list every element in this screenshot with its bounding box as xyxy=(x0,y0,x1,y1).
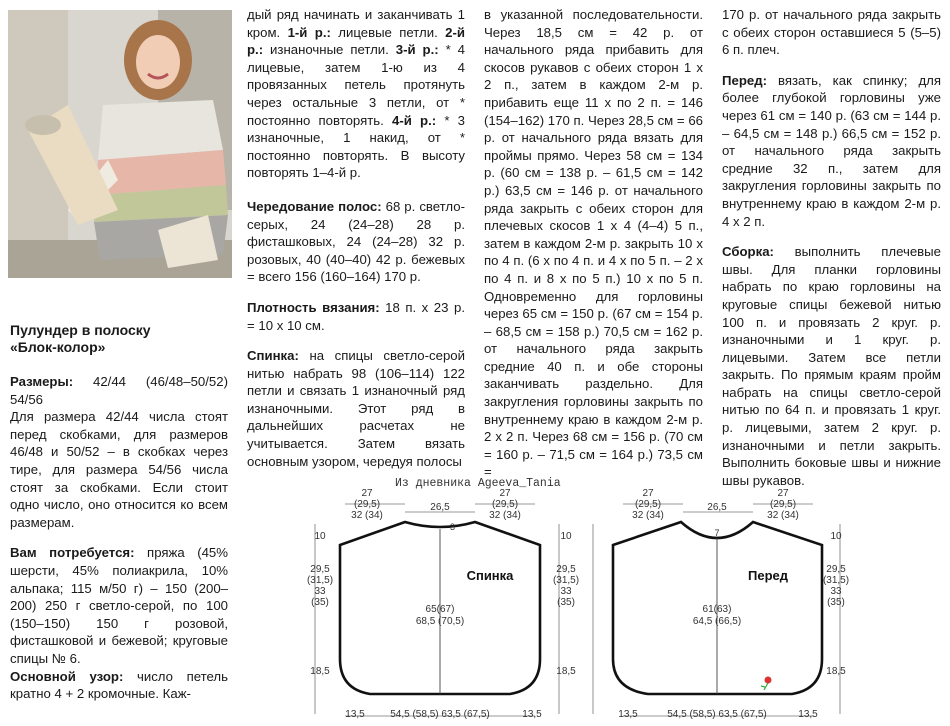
model-photo xyxy=(8,10,232,278)
front-left-a4: (35) xyxy=(557,597,575,608)
front-neck-depth: 7 xyxy=(714,528,720,538)
back-continued: в указанной последовательности. Через 18,5 см = 42 р. от начального ряда прибавить для скосов рукавов с обеих сторон 1 х 2 п., затем в каждом 2-м р. прибавить еще 11 х по 2 п. = 146 (154–162) 170 п. Через 28,5 см = 66 р. от начального ряда вязать для проймы прямо. Через 58 см = 134 р. (60 см = 138 р. – 61,5 см = 142 р.) 63,5 см = 146 р. от начального ряда закрыть с обеих сторон для плечевых скосов 1 х 4 (4–4) 5 п., затем в каждом 2-м р. закрыть 10 х по 4 п. (6 х по 4 п. и 4 х по 5 п. – 2 х по 4 п. и 8 х по 5 п.) 10 х по 5 п. Одновременно для горловины через 65 см = 150 р. (67 см = 154 р. – 68,5 см = 158 р.) 70,5 см = 162 р. от начального ряда закрыть средние 40 п. и обе стороны заканчивать раздельно. Для закругления горловины закрыть по внутреннему краю в каждом 2-м р. 2 х 2 п. Через 68 см = 156 р. (70 см = 160 р. – 71,5 см = 164 р.) 73,5 см = xyxy=(484,7,703,480)
pattern-label: Основной узор: xyxy=(10,668,124,684)
column-2 xyxy=(247,6,465,470)
sizes-note: Для размера 42/44 числа стоят перед скобками, для размеров 46/48 и 50/52 – в скобках через тире, для размера 54/56 числа стоят за скобками. Если стоит одно число, оно относится ко всем размерам. xyxy=(10,409,228,530)
article-title-line1: Пулундер в полоску xyxy=(10,322,151,338)
back-neck-width: 26,5 xyxy=(430,502,450,513)
front-bottom-1: 13,5 xyxy=(618,709,638,720)
row4-text: * 3 изнаночные, 1 накид, от * постоянно повторять. В высоту повторять 1–4-й р. xyxy=(247,112,466,181)
back-top-3: 32 (34) xyxy=(351,510,383,521)
front-right-a3: 33 xyxy=(830,586,842,597)
front-pattern-diagram xyxy=(552,484,878,726)
row2-label: 2-й р.: xyxy=(247,24,466,58)
stripes-text: 68 р. светло-серых, 24 (24–28) 28 р. фисташковых, 24 (24–28) 32 р. розовых, 40 (40–40) 42 р. бежевых = всего 156 (160–164) 170 р. xyxy=(247,198,465,285)
row3-label: 3-й р.: xyxy=(395,42,439,58)
front-paragraph xyxy=(722,72,941,230)
back-left-a4: (35) xyxy=(311,597,329,608)
back-label: Спинка: xyxy=(247,348,299,364)
front-label: Перед: xyxy=(722,72,767,88)
front-left-10: 10 xyxy=(560,531,572,542)
front-top-3-r: 32 (34) xyxy=(767,510,799,521)
pattern-paragraph xyxy=(10,668,228,703)
back-bottom-2: 54,5 (58,5) 63,5 (67,5) xyxy=(390,709,490,720)
article-title xyxy=(10,322,234,356)
assembly-label: Сборка: xyxy=(722,244,774,260)
pattern-text: число петель кратно 4 + 2 кромочные. Каж- xyxy=(10,668,228,702)
back-left-a3: 33 xyxy=(314,586,326,597)
back-top-2: (29,5) xyxy=(353,499,381,510)
front-left-a1: 29,5 xyxy=(556,564,576,575)
stripes-label: Чередование полос: xyxy=(247,198,382,214)
back-label: Спинка xyxy=(466,568,514,583)
front-right-a2: (31,5) xyxy=(822,575,850,586)
back-mid-2: 68,5 (70,5) xyxy=(415,616,465,627)
back-paragraph xyxy=(247,347,465,470)
front-right-185: 18,5 xyxy=(826,666,846,677)
front-left-a3: 33 xyxy=(560,586,572,597)
column-4 xyxy=(722,6,941,489)
density-label: Плотность вязания: xyxy=(247,299,380,315)
front-mid-2: 64,5 (66,5) xyxy=(692,616,742,627)
sizes-value: 42/44 (46/48–50/52) 54/56 xyxy=(10,374,228,407)
back-left-10: 10 xyxy=(314,531,326,542)
front-left-a2: (31,5) xyxy=(552,575,580,586)
front-neck-width: 26,5 xyxy=(707,502,727,513)
materials-paragraph xyxy=(10,544,228,667)
assembly-paragraph xyxy=(722,243,941,489)
row1-label: 1-й р.: xyxy=(287,24,331,40)
row2-text: изнаночные петли. xyxy=(263,42,389,58)
front-text: вязать, как спинку; для более глубокой горловины уже через 61 см = 140 р. (63 см = 144 р. – 64,5 см = 148 р.) 66,5 см = 152 р. от начального ряда закрыть средние 32 п., затем для закругления горловины закрыть по внутреннему краю в каждом 2-м р. 4 х 2 п. xyxy=(722,72,941,229)
density-paragraph xyxy=(247,299,465,334)
density-text: 18 п. х 23 р. = 10 х 10 см. xyxy=(247,299,465,333)
rows-paragraph xyxy=(247,6,465,182)
article-title-line2: «Блок-колор» xyxy=(10,339,106,355)
back-left-a2: (31,5) xyxy=(306,575,334,586)
back-left-185: 18,5 xyxy=(310,666,330,677)
back-bottom-1: 13,5 xyxy=(345,709,365,720)
front-top-2: (29,5) xyxy=(634,499,662,510)
sizes-label: Размеры: xyxy=(10,374,74,389)
front-top-1-r: 27 xyxy=(777,488,789,499)
column-1 xyxy=(10,373,228,703)
back-left-a1: 29,5 xyxy=(310,564,330,575)
row4-label: 4-й р.: xyxy=(392,112,437,128)
front-left-185: 18,5 xyxy=(556,666,576,677)
back-top-1-r: 27 xyxy=(499,488,511,499)
back-bottom-3: 13,5 xyxy=(522,709,542,720)
back-pattern-diagram xyxy=(300,484,600,726)
front-top-1: 27 xyxy=(642,488,654,499)
front-right-10: 10 xyxy=(830,531,842,542)
back-top-1: 27 xyxy=(361,488,373,499)
front-mid-1: 61(63) xyxy=(702,604,732,615)
front-label: Перед xyxy=(748,568,788,583)
front-right-a1: 29,5 xyxy=(826,564,846,575)
rows-intro: дый ряд начинать и заканчивать 1 кром. xyxy=(247,7,465,40)
materials-label: Вам потребуется: xyxy=(10,545,135,561)
front-bottom-2: 54,5 (58,5) 63,5 (67,5) xyxy=(667,709,767,720)
front-bottom-3: 13,5 xyxy=(798,709,818,720)
back-top-2-r: (29,5) xyxy=(491,499,519,510)
model-photo-illustration xyxy=(8,10,232,278)
materials-text: пряжа (45% шерсти, 45% полиакрила, 10% альпака; 115 м/50 г) – 150 (200–200) 250 г светло-серой, по 100 (150–150) 150 г розовой, фисташковой и бежевой; круговые спицы № 6. xyxy=(10,545,228,666)
back-text: на спицы светло-серой нитью набрать 98 (106–114) 122 петли и связать 1 изнаночный ряд изнаночными. Этот ряд в дальнейших расчетах не учитывается. Затем вязать основным узором, чередуя полосы xyxy=(247,348,465,469)
watermark: Из дневника Ageeva_Tania xyxy=(395,477,561,490)
shoulders-paragraph: 170 р. от начального ряда закрыть с обеих сторон оставшиеся 5 (5–5) 6 п. плеч. xyxy=(722,7,941,58)
front-top-2-r: (29,5) xyxy=(769,499,797,510)
back-top-3-r: 32 (34) xyxy=(489,510,521,521)
assembly-text: выполнить плечевые швы. Для планки горловины набрать по краю горловины на круговые спицы бежевой нитью 100 п. и провязать 2 круг. р. изнаночными и 1 круг. р. лицевыми. Затем все петли закрыть. По прямым краям пройм набрать на спицы светло-серой нитью по 64 п. и провязать 1 круг. р. лицевыми, затем 2 круг. р. изнаночными и петли закрыть. Выполнить боковые швы и нижние швы рукавов. xyxy=(722,244,941,488)
back-neck-depth: 3 xyxy=(450,522,456,532)
row1-text: лицевые петли. xyxy=(330,24,438,40)
column-3 xyxy=(484,6,703,481)
front-top-3: 32 (34) xyxy=(632,510,664,521)
front-right-a4: (35) xyxy=(827,597,845,608)
row3-text: * 4 лицевые, затем 1-ю из 4 провязанных петель протянуть через остальные 3 петли, от * постоянно повторять. xyxy=(247,42,466,128)
sizes-paragraph xyxy=(10,373,228,408)
back-mid-1: 65(67) xyxy=(425,604,455,615)
stripes-paragraph xyxy=(247,198,465,286)
